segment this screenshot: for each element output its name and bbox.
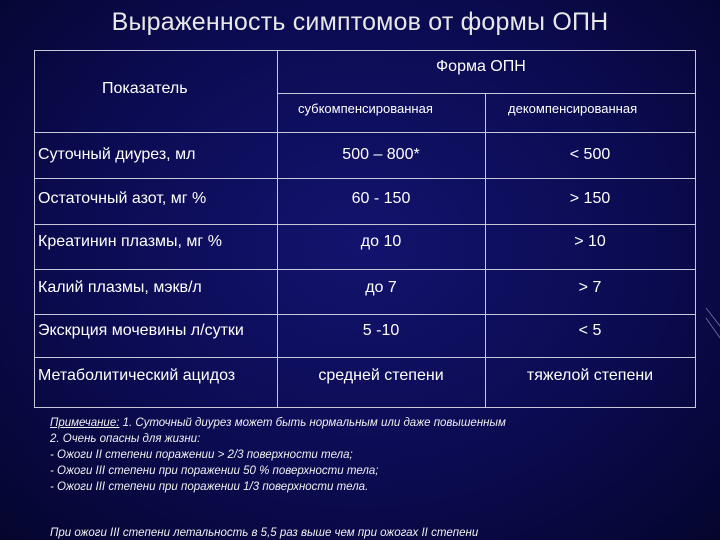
value-acidosis-dec: тяжелой степени [526, 367, 654, 384]
value-urea-dec: < 5 [578, 322, 602, 339]
row-label-creatinine: Креатинин плазмы, мг % [38, 233, 222, 250]
value-creatinine-dec: > 10 [574, 233, 606, 250]
footnotes [50, 415, 700, 495]
row-label-diuresis: Суточный диурез, мл [38, 146, 196, 163]
note-text-1: 1. Суточный диурез может быть нормальным или даже повышенным [119, 417, 506, 429]
value-acidosis-sub: средней степени [318, 367, 444, 384]
note-line-2: 2. Очень опасны для жизни: [50, 433, 201, 445]
header-form: Форма ОПН [436, 58, 526, 75]
subheader-subcompensated: субкомпенсированная [298, 101, 433, 116]
value-diuresis-dec: < 500 [569, 146, 611, 163]
value-nitrogen-dec: > 150 [569, 190, 611, 207]
note-prefix: Примечание: [50, 417, 120, 429]
value-urea-sub: 5 -10 [362, 322, 400, 339]
note-line-3: - Ожоги II степени поражении > 2/3 поверхности тела; [50, 449, 353, 461]
row-label-urea: Экскрция мочевины л/сутки [38, 322, 244, 339]
note-line-1 [50, 415, 700, 431]
subheader-decompensated: декомпенсированная [508, 101, 638, 116]
value-creatinine-sub: до 10 [360, 233, 402, 250]
value-diuresis-sub: 500 – 800* [342, 146, 420, 163]
row-label-nitrogen: Остаточный азот, мг % [38, 190, 207, 207]
slide-title: Выраженность симптомов от формы ОПН [111, 8, 609, 36]
note-line-6: При ожоги III степени летальность в 5,5 раз выше чем при ожогах II степени [50, 527, 479, 539]
header-indicator: Показатель [102, 80, 188, 97]
value-potassium-sub: до 7 [365, 279, 397, 296]
row-label-acidosis: Метаболитический ацидоз [38, 367, 236, 384]
note-line-5: - Ожоги III степени при поражении 1/3 поверхности тела. [50, 481, 369, 493]
note-line-4: - Ожоги III степени при поражении 50 % поверхности тела; [50, 465, 379, 477]
value-potassium-dec: > 7 [578, 279, 602, 296]
value-nitrogen-sub: 60 - 150 [351, 190, 411, 207]
row-label-potassium: Калий плазмы, мэкв/л [38, 279, 202, 296]
